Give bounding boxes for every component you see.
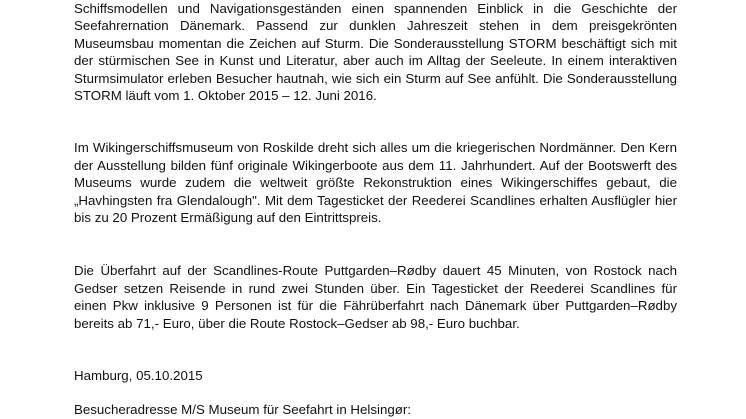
paragraph-ferry-crossing: Die Überfahrt auf der Scandlines-Route Puttgarden–Rødby dauert 45 Minuten, von Rostock nach Gedser setzen Reisende in rund zwei Stunden über. Ein Tagesticket der Reederei Scandlines für einen Pkw inklusive 9 Personen ist für die Fährüberfahrt nach Dänemark über Puttgarden–Rødby bereits ab 71,- Euro, über die Route Rostock–Gedser ab 98,- Euro buchbar. [74,263,677,331]
address-heading: Besucheradresse M/S Museum für Seefahrt in Helsingør: [74,402,411,417]
paragraph-viking-museum: Im Wikingerschiffsmuseum von Roskilde dreht sich alles um die kriegerischen Nordmänner. Den Kern der Ausstellung bilden fünf originale Wikingerboote aus dem 11. Jahrhundert. Auf der Bootswerft des Museums wurde zudem die weltweit größte Rekonstruktion eines Wikingerschiffes gebaut, die „Havhingsten fra Glendalough". Mit dem Tagesticket der Reederei Scandlines erhalten Ausflügler hier bis zu 20 Prozent Ermäßigung auf den Eintrittspreis. [74,140,677,226]
paragraph-museum-storm: Schiffsmodellen und Navigationsgeständen einen spannenden Einblick in die Geschichte der Seefahrernation Dänemark. Passend zur dunklen Jahreszeit stehen in dem preisgekrönten Museumsbau momentan die Zeichen auf Sturm. Die Sonderausstellung STORM beschäftigt sich mit der stürmischen See in Kunst und Literatur, aber auch im Alltag der Seeleute. In einem interaktiven Sturmsimulator erleben Besucher hautnah, wie sich ein Sturm auf See anfühlt. Die Sonderausstellung STORM läuft vom 1. Oktober 2015 – 12. Juni 2016. [74,0,677,104]
dateline: Hamburg, 05.10.2015 [74,368,203,383]
